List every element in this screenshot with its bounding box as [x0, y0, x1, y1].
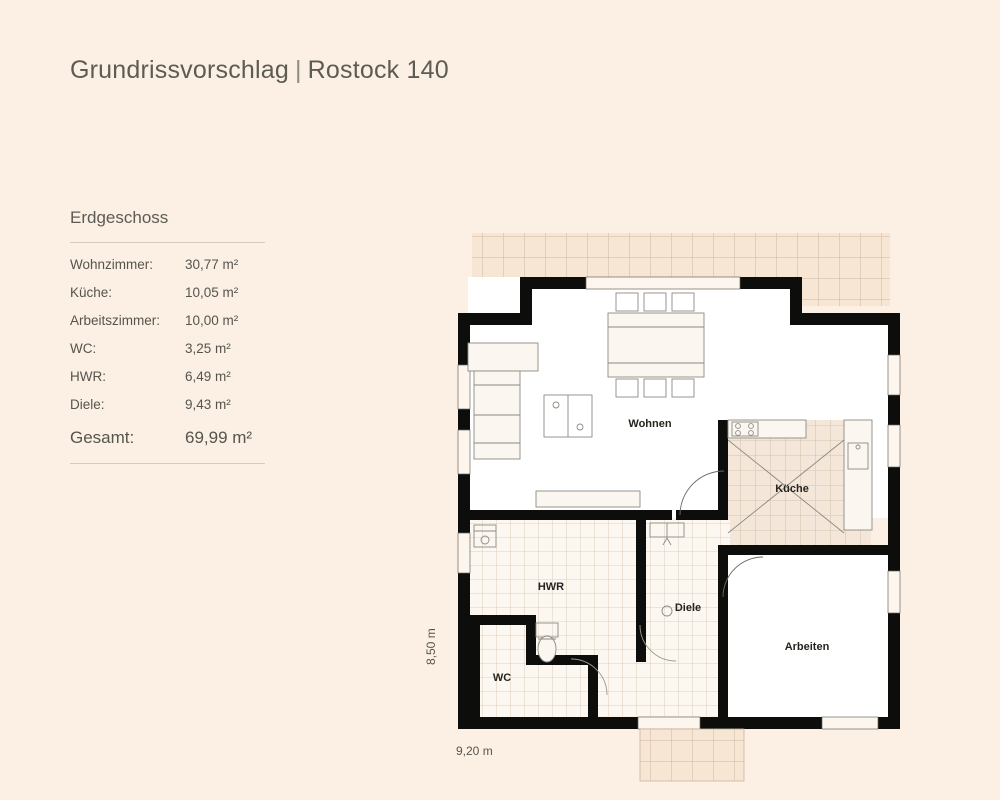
page-title-main: Grundrissvorschlag [70, 56, 289, 84]
room-label-wc: WC [492, 672, 512, 684]
legend-total-label: Gesamt: [70, 428, 135, 447]
dimension-width-label: 9,20 m [456, 744, 493, 758]
legend-value: 10,05 m² [185, 285, 239, 300]
legend-value: 30,77 m² [185, 257, 239, 272]
legend-value: 3,25 m² [185, 341, 231, 356]
room-label-diele: Diele [674, 602, 702, 614]
room-label-kueche: Küche [775, 483, 809, 495]
legend-row [70, 279, 265, 307]
legend-label: Diele: [70, 397, 105, 412]
legend-divider-bottom [70, 463, 265, 464]
legend-total-value: 69,99 m² [185, 428, 253, 447]
legend-row [70, 307, 265, 335]
floor-title: Erdgeschoss [70, 208, 169, 227]
legend-row [70, 335, 265, 363]
legend-value: 9,43 m² [185, 397, 231, 412]
dimension-height-label: 8,50 m [424, 628, 438, 665]
room-label-wohnen: Wohnen [628, 418, 672, 430]
page-title [70, 56, 449, 85]
area-legend [70, 208, 265, 472]
legend-label: HWR: [70, 369, 106, 384]
room-arbeiten-floor [723, 555, 888, 717]
entrance-porch [640, 729, 744, 781]
legend-row [70, 251, 265, 279]
legend-label: WC: [70, 341, 97, 356]
legend-label: Küche: [70, 285, 113, 300]
room-label-hwr: HWR [537, 581, 565, 593]
legend-label: Arbeitszimmer: [70, 313, 161, 328]
legend-label: Wohnzimmer: [70, 257, 154, 272]
room-label-arbeiten: Arbeiten [784, 641, 830, 653]
legend-divider-top [70, 242, 265, 243]
legend-row [70, 363, 265, 391]
legend-value: 10,00 m² [185, 313, 239, 328]
legend-total-row [70, 421, 265, 455]
legend-row [70, 391, 265, 419]
page-title-model: Rostock 140 [307, 56, 449, 84]
floor-plan [440, 215, 940, 785]
page-title-separator: | [294, 56, 302, 84]
legend-value: 6,49 m² [185, 369, 231, 384]
